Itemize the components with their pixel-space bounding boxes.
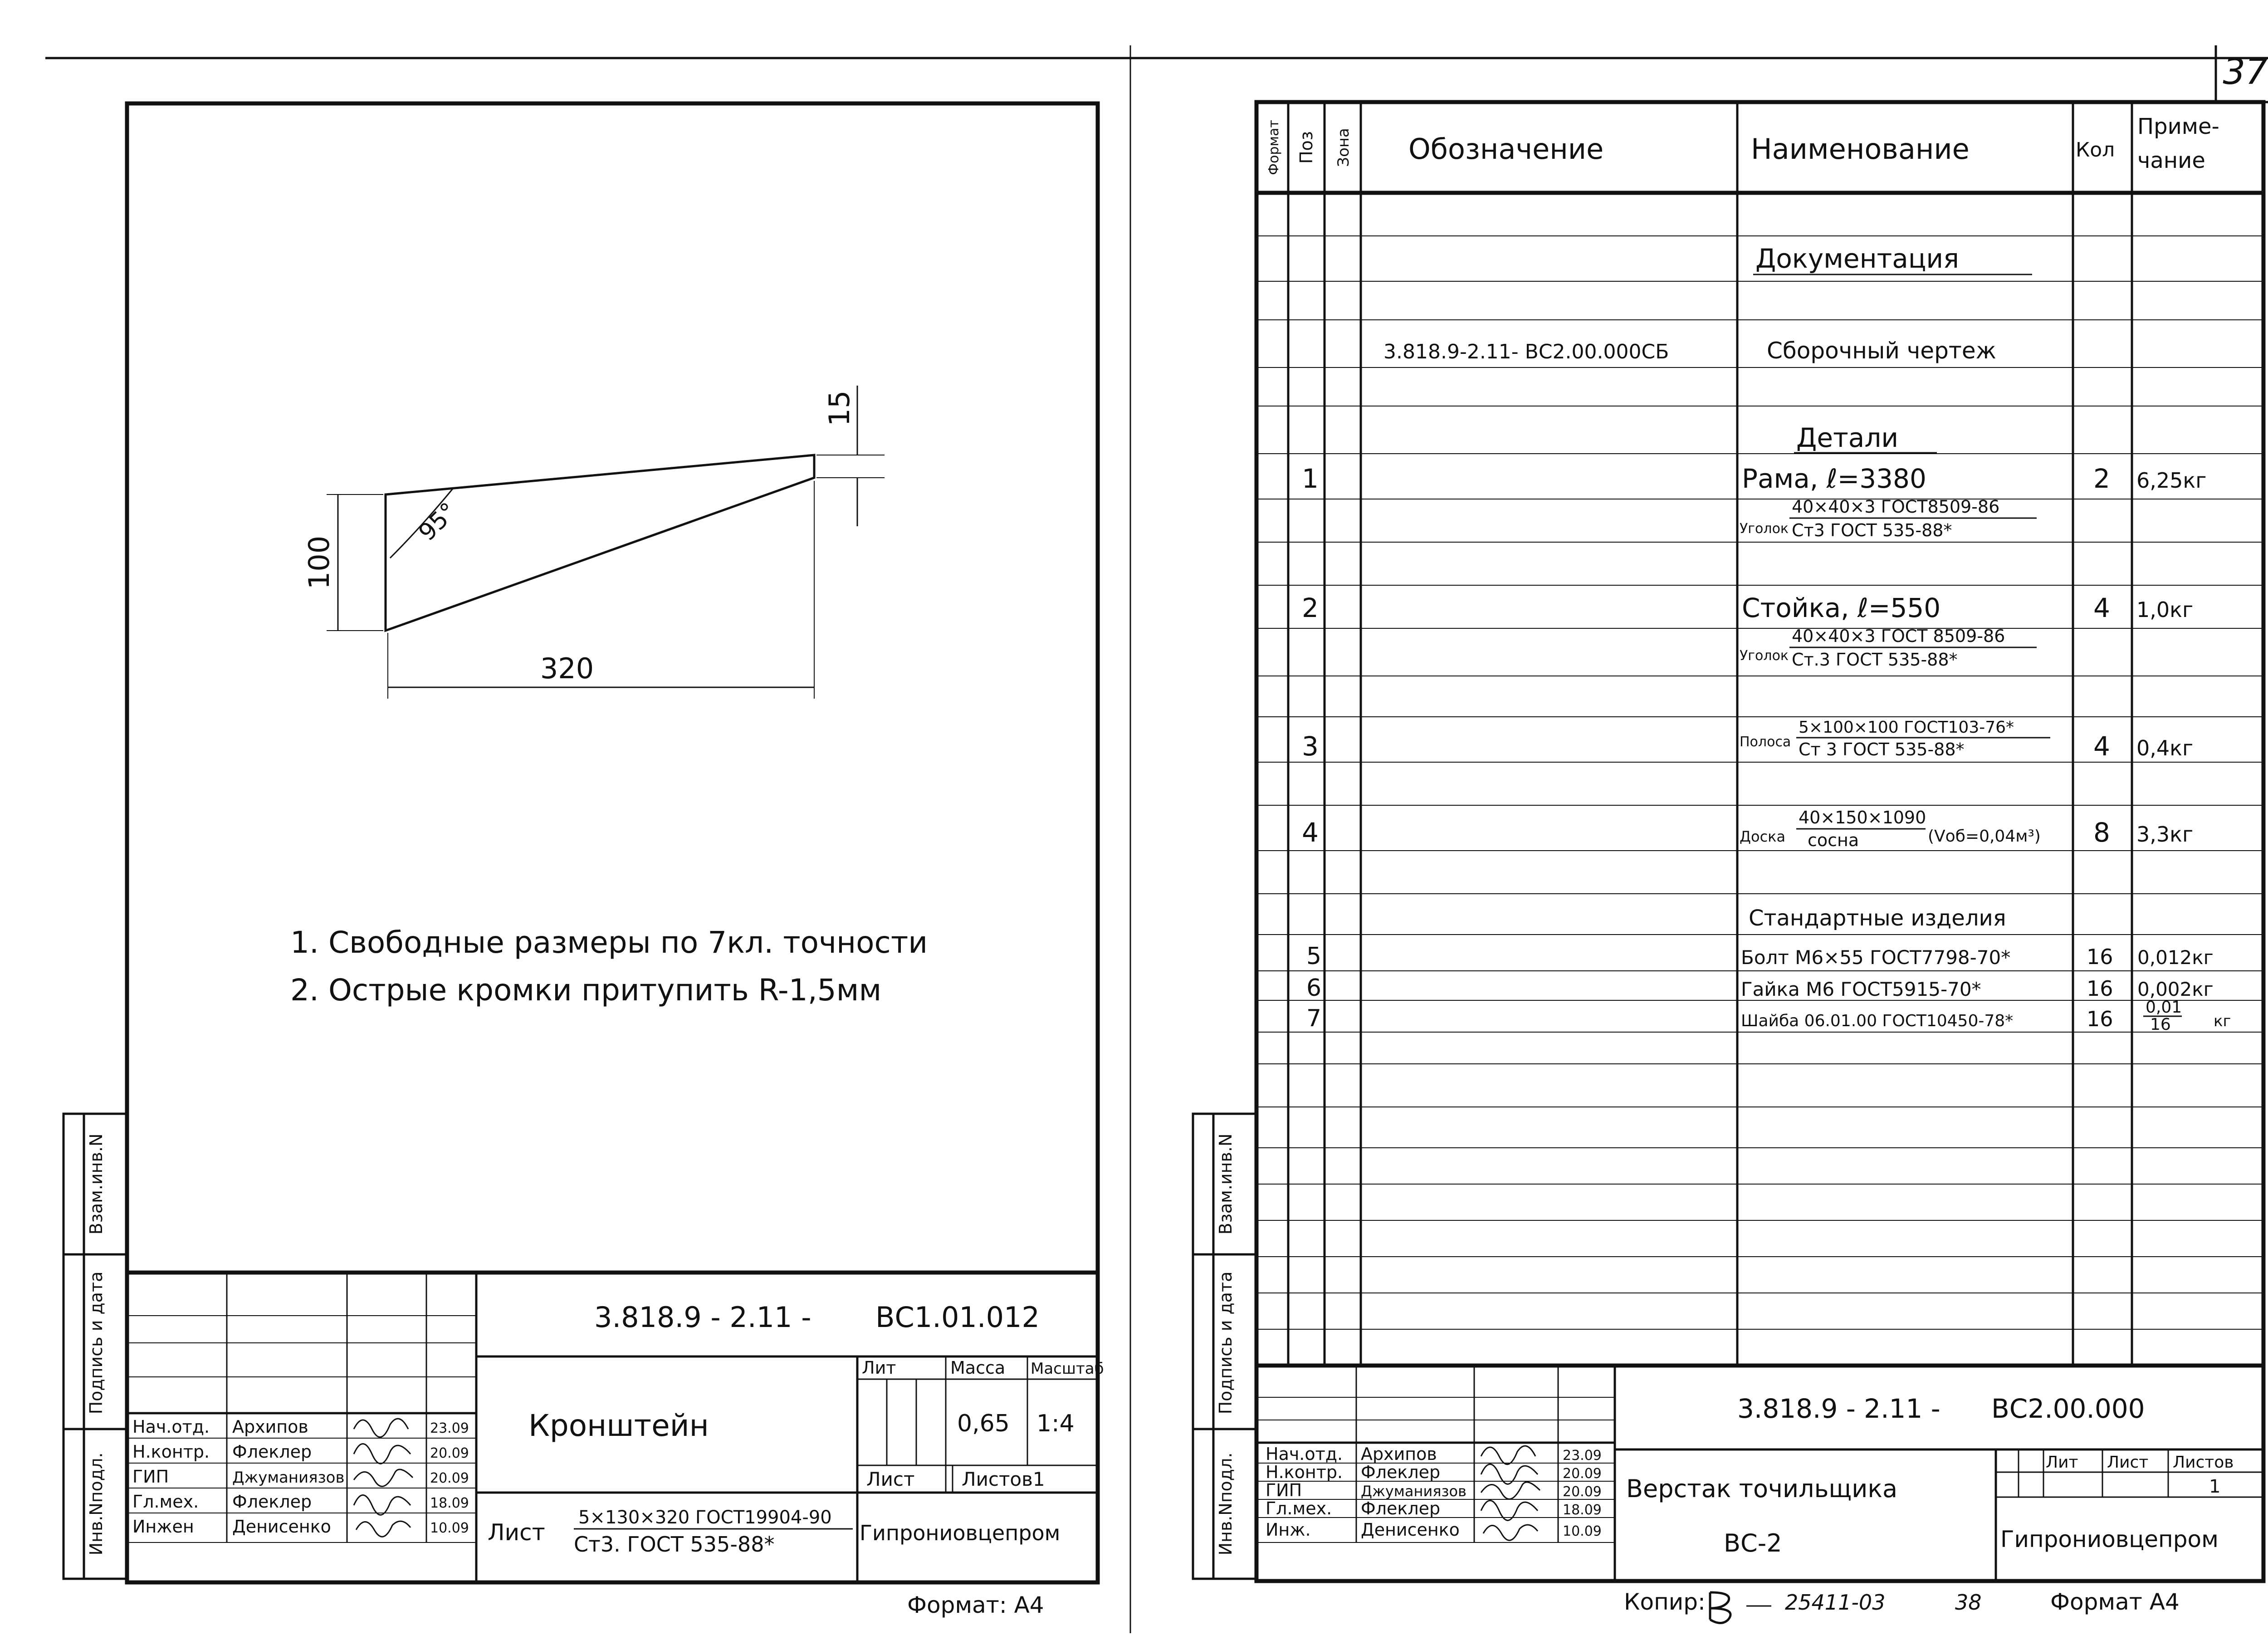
left-staff-role-0: Нач.отд.	[132, 1417, 210, 1437]
item-pos-2: 2	[1302, 592, 1319, 623]
left-tb-sheets-label: Листов1	[962, 1468, 1045, 1490]
item-mat-top-2: 40×40×3 ГОСТ 8509-86	[1792, 626, 2005, 646]
std-name-6: Гайка М6 ГОСТ5915-70*	[1741, 978, 1981, 1000]
right-format: Формат А4	[2050, 1589, 2180, 1615]
right-staff-role-1: Н.контр.	[1266, 1462, 1343, 1482]
right-staff-name-0: Архипов	[1361, 1444, 1437, 1464]
left-staff-role-1: Н.контр.	[132, 1442, 210, 1462]
hdr-pos: Поз	[1296, 131, 1316, 164]
left-staff-name-4: Денисенко	[232, 1517, 331, 1537]
signature-0	[354, 1419, 408, 1437]
spec-item-3	[1302, 718, 2193, 762]
left-tb-material-prefix: Лист	[488, 1519, 545, 1546]
doc-name: Сборочный чертеж	[1767, 338, 1996, 364]
right-staff-role-2: ГИП	[1266, 1480, 1302, 1500]
left-tb-material-top: 5×130×320 ГОСТ19904-90	[578, 1507, 832, 1528]
copy-number: 25411-03	[1785, 1590, 1886, 1615]
std-note-6: 0,002кг	[2137, 978, 2214, 1000]
right-staff-role-3: Гл.мех.	[1266, 1498, 1332, 1518]
right-staff-date-2: 20.09	[1563, 1484, 1602, 1500]
right-signature-0	[1481, 1446, 1535, 1464]
spec-std-items	[1306, 943, 2231, 1034]
right-signatures	[1481, 1446, 1540, 1540]
copy-label: Копир:	[1624, 1589, 1706, 1615]
left-signatures	[354, 1419, 413, 1537]
copy-page: 38	[1955, 1590, 1982, 1615]
left-staff-name-0: Архипов	[232, 1417, 308, 1437]
doc-designation: 3.818.9-2.11- ВС2.00.000СБ	[1383, 340, 1669, 363]
spec-item-1	[1302, 463, 2206, 540]
item-name-1: Рама, ℓ=3380	[1742, 463, 1926, 494]
std-note-unit-7: кг	[2214, 1012, 2231, 1030]
note-2: 2. Острые кромки притупить R-1,5мм	[290, 973, 882, 1008]
right-staff-role-4: Инж.	[1266, 1520, 1311, 1540]
spec-item-4	[1302, 808, 2193, 850]
bracket-outline	[386, 455, 814, 631]
right-side-stamp	[1193, 1114, 1256, 1579]
right-side-vzam: Взам.инв.N	[1216, 1133, 1236, 1235]
std-note-5: 0,012кг	[2137, 946, 2214, 969]
item-pos-4: 4	[1302, 817, 1319, 848]
std-pos-6: 6	[1306, 974, 1322, 1002]
dim-15: 15	[823, 390, 856, 426]
item-mat-top-3: 5×100×100 ГОСТ103-76*	[1799, 718, 2014, 737]
signature-2	[354, 1469, 413, 1486]
spec-row-rules	[1256, 236, 2263, 1329]
left-tb-code: 3.818.9 - 2.11 -	[594, 1301, 811, 1334]
item-mat-bottom-2: Ст.3 ГОСТ 535-88*	[1792, 650, 1958, 670]
item-mat-bottom-3: Ст 3 ГОСТ 535-88*	[1799, 739, 1965, 759]
left-tb-hdr-scale: Масштаб	[1031, 1360, 1104, 1378]
hdr-qty: Кол	[2076, 138, 2115, 162]
std-note-bottom-7: 16	[2150, 1015, 2171, 1034]
right-tb-sheets: 1	[2209, 1476, 2221, 1497]
right-signature-2	[1481, 1482, 1540, 1499]
item-qty-1: 2	[2093, 463, 2110, 494]
left-staff-rows	[132, 1417, 469, 1537]
left-tb-code-suffix: ВС1.01.012	[875, 1301, 1040, 1334]
hdr-name: Наименование	[1751, 132, 1970, 166]
item-qty-3: 4	[2093, 731, 2110, 762]
item-name-2: Стойка, ℓ=550	[1742, 592, 1941, 623]
left-tb-sheet-label: Лист	[866, 1468, 915, 1490]
spec-item-2	[1302, 592, 2193, 670]
hdr-designation: Обозначение	[1408, 132, 1604, 166]
item-mat-prefix-4: Доска	[1740, 828, 1786, 845]
item-mat-top-4: 40×150×1090	[1799, 808, 1926, 827]
hdr-note-2: чание	[2137, 148, 2205, 173]
right-staff-name-2: Джуманиязов	[1361, 1483, 1466, 1500]
left-sheet	[64, 103, 1104, 1618]
left-side-vzam: Взам.инв.N	[86, 1133, 106, 1235]
section-standard: Стандартные изделия	[1749, 906, 2006, 931]
right-tb-code: 3.818.9 - 2.11 -	[1737, 1393, 1941, 1424]
right-staff-name-4: Денисенко	[1361, 1520, 1460, 1540]
item-mat-prefix-1: Уголок	[1740, 521, 1789, 537]
std-name-7: Шайба 06.01.00 ГОСТ10450-78*	[1741, 1012, 2014, 1030]
item-pos-3: 3	[1302, 731, 1319, 762]
angle-95: 95°	[413, 497, 463, 547]
left-staff-role-2: ГИП	[132, 1467, 169, 1487]
left-tb-hdr-lit: Лит	[862, 1358, 896, 1378]
left-staff-date-3: 18.09	[430, 1495, 469, 1511]
signature-3	[354, 1495, 411, 1515]
hdr-zone: Зона	[1334, 128, 1353, 167]
dim-100: 100	[303, 535, 336, 590]
left-staff-name-3: Флеклер	[232, 1492, 312, 1512]
item-mat-bottom-4: сосна	[1808, 830, 1859, 850]
right-staff-name-3: Флеклер	[1361, 1498, 1441, 1518]
left-title-block	[127, 1273, 1104, 1582]
std-name-5: Болт М6×55 ГОСТ7798-70*	[1741, 946, 2011, 969]
item-note-4: 3,3кг	[2136, 822, 2194, 847]
left-staff-role-3: Гл.мех.	[132, 1492, 199, 1512]
item-qty-4: 8	[2093, 817, 2110, 848]
signature-4	[356, 1521, 411, 1537]
left-staff-date-2: 20.09	[430, 1470, 469, 1486]
right-staff-date-0: 23.09	[1563, 1448, 1602, 1464]
signature-1	[354, 1444, 411, 1464]
item-mat-prefix-3: Полоса	[1740, 734, 1791, 750]
right-staff-role-0: Нач.отд.	[1266, 1444, 1343, 1464]
section-details: Детали	[1796, 422, 1899, 453]
std-qty-5: 16	[2087, 945, 2113, 969]
right-staff-name-1: Флеклер	[1361, 1462, 1441, 1482]
right-tb-org: Гипрониовцепром	[2000, 1526, 2219, 1552]
item-note-2: 1,0кг	[2136, 597, 2194, 622]
copy-mark-icon	[1710, 1592, 1730, 1623]
item-note-3: 0,4кг	[2136, 736, 2194, 760]
left-tb-org: Гипрониовцепром	[860, 1521, 1061, 1545]
left-staff-date-1: 20.09	[430, 1445, 469, 1461]
left-tb-scale: 1:4	[1036, 1410, 1075, 1437]
left-side-stamp	[64, 1114, 127, 1579]
left-staff-name-2: Джуманиязов	[232, 1469, 345, 1487]
right-signature-4	[1483, 1525, 1538, 1540]
left-tb-material-bottom: Ст3. ГОСТ 535-88*	[574, 1532, 775, 1557]
right-staff-date-1: 20.09	[1563, 1466, 1602, 1482]
left-side-inv: Инв.Nподл.	[86, 1452, 106, 1556]
left-staff-date-0: 23.09	[430, 1420, 469, 1436]
left-staff-date-4: 10.09	[430, 1520, 469, 1536]
right-title-block	[1256, 1366, 2263, 1581]
item-pos-1: 1	[1302, 463, 1319, 494]
right-tb-hdr-lit: Лит	[2046, 1453, 2078, 1472]
section-documentation: Документация	[1755, 243, 1959, 274]
right-tb-name: Верстак точильщика	[1626, 1474, 1898, 1503]
std-note-top-7: 0,01	[2146, 998, 2182, 1017]
right-staff-date-3: 18.09	[1563, 1502, 1602, 1518]
right-side-podpis: Подпись и дата	[1216, 1271, 1236, 1415]
std-qty-7: 16	[2087, 1007, 2113, 1031]
left-tb-name: Кронштейн	[528, 1408, 709, 1443]
std-pos-5: 5	[1306, 943, 1322, 970]
item-mat-top-1: 40×40×3 ГОСТ8509-86	[1792, 497, 2000, 517]
right-tb-code-suffix: ВС2.00.000	[1991, 1393, 2145, 1424]
page-number: 37	[2223, 52, 2268, 93]
right-staff-rows	[1266, 1444, 1602, 1540]
left-staff-role-4: Инжен	[132, 1517, 194, 1537]
right-sheet	[1193, 102, 2263, 1623]
left-staff-name-1: Флеклер	[232, 1442, 312, 1462]
item-mat-bottom-1: Ст3 ГОСТ 535-88*	[1792, 520, 1952, 540]
right-tb-hdr-sheets: Листов	[2173, 1453, 2234, 1472]
item-mat-prefix-2: Уголок	[1740, 648, 1789, 664]
left-side-podpis: Подпись и дата	[86, 1271, 106, 1415]
right-staff-date-4: 10.09	[1563, 1523, 1602, 1539]
item-note-1: 6,25кг	[2136, 468, 2207, 493]
left-tb-hdr-mass: Масса	[950, 1358, 1006, 1378]
item-qty-2: 4	[2093, 592, 2110, 623]
std-pos-7: 7	[1306, 1005, 1322, 1032]
hdr-note-1: Приме-	[2137, 114, 2219, 139]
item-mat-suffix-4: (Vоб=0,04м³)	[1928, 827, 2041, 846]
left-tb-mass: 0,65	[957, 1410, 1010, 1437]
note-1: 1. Свободные размеры по 7кл. точности	[290, 925, 928, 960]
hdr-format: Формат	[1266, 120, 1282, 175]
std-qty-6: 16	[2087, 976, 2113, 1001]
left-format: Формат: А4	[907, 1592, 1044, 1618]
part-drawing	[303, 386, 885, 699]
right-side-inv: Инв.Nподл.	[1216, 1452, 1236, 1556]
right-tb-hdr-sheet: Лист	[2107, 1453, 2149, 1472]
dim-320: 320	[540, 652, 594, 685]
right-tb-subname: ВС-2	[1724, 1529, 1782, 1557]
